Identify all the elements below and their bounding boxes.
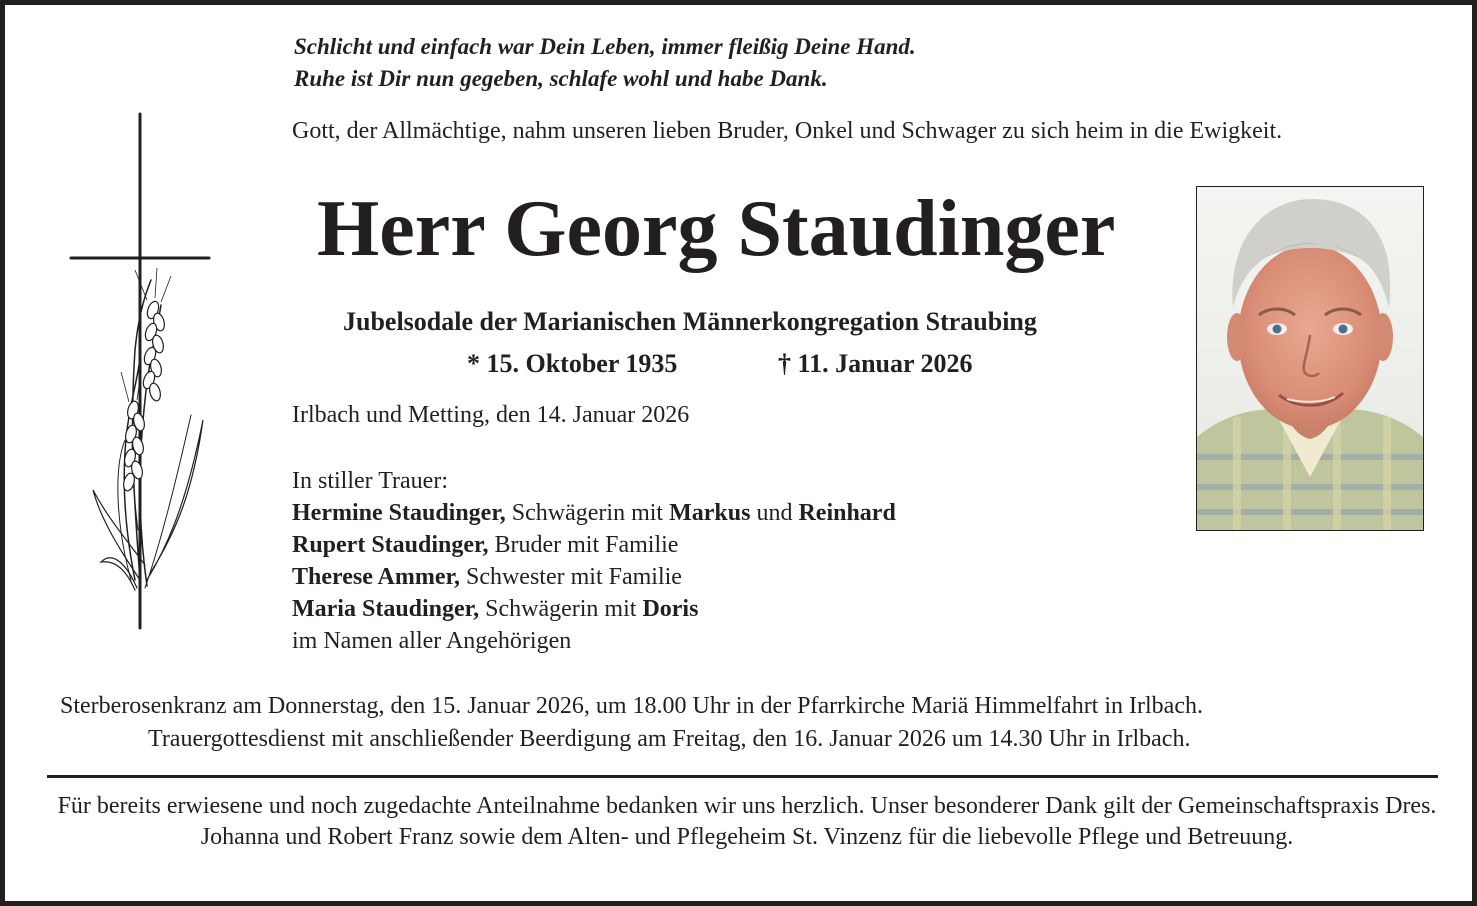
mourners-list [292, 465, 896, 657]
mourner-extra: Markus [669, 500, 751, 526]
mourners-closing: im Namen aller Angehörigen [292, 628, 572, 654]
mourner-name: Hermine Staudinger, [292, 500, 506, 526]
portrait-photo [1196, 186, 1424, 531]
portrait-image [1197, 187, 1423, 530]
mourner-line [292, 497, 896, 529]
mourner-connector: und [750, 500, 799, 526]
rosary-service: Sterberosenkranz am Donnerstag, den 15. Januar 2026, um 18.00 Uhr in der Pfarrkirche Mariä Himmelfahrt in Irlbach. [60, 693, 1203, 719]
death-date: † 11. Januar 2026 [778, 349, 973, 378]
place-date: Irlbach und Metting, den 14. Januar 2026 [292, 402, 690, 428]
verse-line-2: Ruhe ist Dir nun gegeben, schlafe wohl und habe Dank. [294, 66, 828, 91]
intro-text: Gott, der Allmächtige, nahm unseren lieben Bruder, Onkel und Schwager zu sich heim in die Ewigkeit. [292, 118, 1283, 144]
mourner-extra: Doris [642, 596, 699, 622]
mourner-line [292, 593, 896, 625]
mourner-relation: Schwägerin mit [505, 500, 670, 526]
mourner-extra: Reinhard [798, 500, 896, 526]
mourner-line [292, 529, 896, 561]
mourner-name: Therese Ammer, [292, 564, 460, 590]
mourner-name: Rupert Staudinger, [292, 532, 489, 558]
deceased-name: Herr Georg Staudinger [317, 185, 1116, 273]
thanks-text: Für bereits erwiesene und noch zugedachte Anteilnahme bedanken wir uns herzlich. Unser besonderer Dank gilt der Gemeinschaftspraxis Dres. Johanna und Robert Franz sowie dem Alten- und Pflegeheim St. Vinzenz für die liebevolle Pflege und Betreuung. [57, 793, 1437, 850]
deceased-role: Jubelsodale der Marianischen Männerkongregation Straubing [343, 307, 1037, 336]
mourner-name: Maria Staudinger, [292, 596, 480, 622]
mourner-relation: Schwester mit Familie [459, 564, 682, 590]
mourner-line [292, 561, 896, 593]
mourner-relation: Schwägerin mit [479, 596, 643, 622]
mourner-relation: Bruder mit Familie [488, 532, 679, 558]
cross-with-wheat-icon [65, 110, 215, 635]
verse-line-1: Schlicht und einfach war Dein Leben, immer fleißig Deine Hand. [294, 34, 916, 59]
divider [47, 775, 1438, 778]
mourners-heading: In stiller Trauer: [292, 468, 448, 494]
funeral-service: Trauergottesdienst mit anschließender Beerdigung am Freitag, den 16. Januar 2026 um 14.30 Uhr in Irlbach. [148, 726, 1191, 752]
birth-date: * 15. Oktober 1935 [467, 349, 678, 378]
